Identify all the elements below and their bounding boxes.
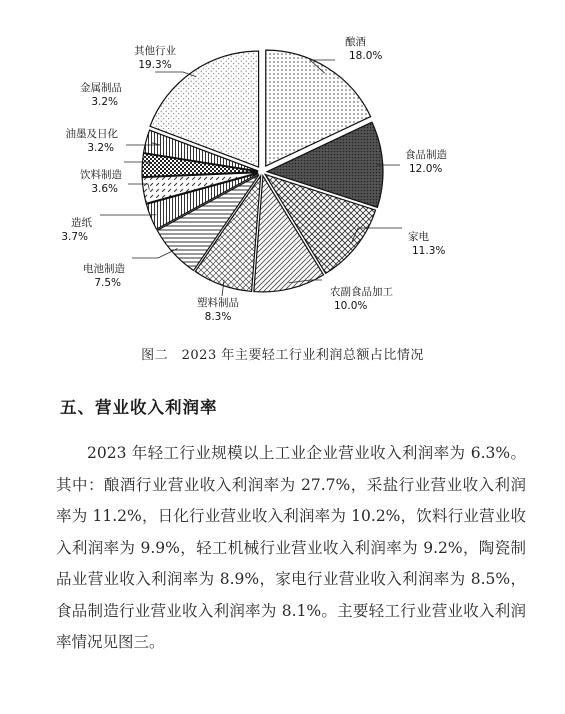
pie-chart-svg [0,0,565,345]
slice-percent-7: 3.7% [61,231,88,243]
slice-percent-11: 19.3% [138,59,172,71]
slice-percent-6: 7.5% [94,277,121,289]
slice-percent-2: 12.0% [409,163,443,175]
slice-label-2: 食品制造 [405,149,447,161]
slice-percent-8: 3.6% [91,183,118,195]
pie-chart [0,0,565,345]
figure-caption: 图二 2023 年主要轻工行业利润总额占比情况 [141,348,424,363]
slice-label-1: 酿酒 [345,36,366,48]
section-title: 五、营业收入利润率 [60,398,218,417]
slice-percent-10: 3.2% [91,96,118,108]
body-paragraph [56,438,526,659]
slice-percent-4: 10.0% [334,300,368,312]
slice-percent-9: 3.2% [87,142,114,154]
slice-percent-1: 18.0% [349,50,383,62]
slice-label-6: 电池制造 [83,263,125,275]
slice-label-9: 油墨及日化 [65,128,118,140]
slice-label-3: 家电 [408,231,429,243]
slice-label-8: 饮料制造 [80,169,122,181]
slice-label-7: 造纸 [71,217,92,229]
slice-label-5: 塑料制品 [197,297,239,309]
slice-label-10: 金属制品 [80,82,122,94]
slice-percent-3: 11.3% [412,245,446,257]
slice-label-4: 农副食品加工 [330,286,393,298]
slice-percent-5: 8.3% [204,311,232,323]
slice-label-11: 其他行业 [134,45,176,57]
paragraph-text: 2023 年轻工行业规模以上工业企业营业收入利润率为 6.3%。其中：酿酒行业营业收入利润率为 27.7%，采盐行业营业收入利润率为 11.2%，日化行业营业收入利润率为 10.2%，饮料行业营业收入利润率为 9.9%，轻工机械行业营业收入利润率为 9.2%，陶瓷制品业营业收入利润率为 8.9%，家电行业营业收入利润率为 8.5%，食品制造行业营业收入利润率为 8.1%。主要轻工行业营业收入利润率情况见图三。 [56,444,526,651]
pie-slices [142,50,383,292]
